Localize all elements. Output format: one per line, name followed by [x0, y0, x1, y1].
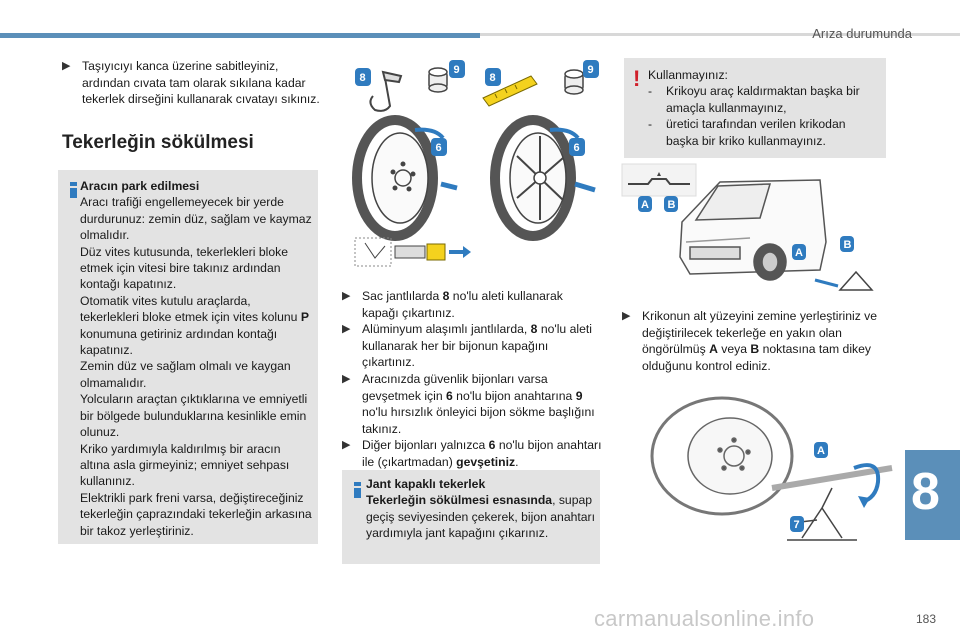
scissor-jack-icon [787, 488, 857, 540]
jack-point-illustration [620, 162, 890, 302]
jack-icon [815, 272, 872, 290]
text: Alüminyum alaşımlı jantlılarda, [362, 322, 531, 337]
badge-6-icon [431, 138, 447, 156]
badge-8-icon [485, 68, 501, 86]
intro-bullet [62, 58, 322, 108]
header-accent-bar [0, 33, 480, 38]
text: Aracınızda güvenlik bijonları varsa gevşetmek için [362, 371, 548, 403]
chapter-number: 8 [911, 463, 940, 521]
text: no'lu aleti kullanarak kapağı çıkartınız. [362, 289, 563, 320]
list-item [648, 116, 880, 149]
info-text: , supap geçiş seviyesinden çekerek, bijon anahtarı yardımıyla jant kapağını çıkarınız. [366, 493, 595, 541]
intro-bullet-text: Taşıyıcıyı kanca üzerine sabitleyiniz, ardından cıvata tam olarak sıkılana kadar tekerlek dirseğini kullanarak cıvatayı sıkınız. [82, 59, 320, 107]
text: no'lu bijon anahtarı ile (çıkartmadan) [362, 438, 602, 469]
list-item [648, 83, 880, 116]
text: no'lu aleti kullanarak her bir bijonun kapağını çıkartınız. [362, 322, 592, 370]
info-line: Zemin düz ve sağlam olmalı ve kaygan olmamalıdır. [80, 359, 291, 390]
bullet-icon: ▶︎ [622, 309, 631, 322]
info-title: Aracın park edilmesi [80, 179, 200, 193]
tool-ref: 8 [442, 289, 450, 303]
tool-ref: 8 [530, 322, 538, 337]
text: Diğer bijonları yalnızca [362, 438, 489, 453]
section-heading: Tekerleğin sökülmesi [62, 132, 254, 153]
section-title: Arıza durumunda [812, 26, 912, 41]
info-line: konumuna getiriniz ardından kontağı kapatınız. [80, 326, 278, 358]
tool-ref: 6 [488, 438, 496, 453]
badge-label: B [667, 199, 676, 211]
badge-a-icon [638, 196, 652, 212]
bullet-icon: ▶︎ [342, 322, 351, 336]
badge-label: A [641, 199, 649, 211]
info-p-gear: P [300, 310, 309, 325]
badge-9-icon [449, 60, 465, 78]
info-bold-lead: Tekerleğin sökülmesi esnasında [366, 493, 553, 508]
badge-label: 8 [359, 72, 366, 84]
warning-icon: ! [633, 66, 641, 91]
badge-label: 7 [793, 519, 800, 531]
badge-label: 9 [587, 64, 594, 76]
badge-label: 6 [573, 142, 580, 154]
list-item [342, 321, 602, 371]
badge-label: A [795, 247, 803, 259]
middle-bullets [342, 288, 602, 471]
text: noktasına tam dikey olduğunu kontrol ediniz. [642, 342, 872, 373]
info-icon [70, 182, 77, 198]
text: Krikoyu araç kaldırmaktan başka bir amaçla kullanmayınız, [666, 84, 860, 115]
point-ref: B [750, 342, 760, 357]
list-item [342, 371, 602, 437]
dash-icon: - [648, 117, 653, 132]
badge-a-icon [814, 442, 828, 458]
bullet-icon: ▶︎ [342, 289, 351, 302]
bullet-icon: ▶︎ [62, 59, 71, 72]
parking-info-box [58, 170, 318, 544]
antitheft-nut-icon [565, 70, 583, 94]
badge-b-icon [664, 196, 678, 212]
chapter-tab [905, 450, 960, 540]
watermark: carmanualsonline.info [594, 606, 815, 631]
point-ref: A [709, 342, 718, 357]
van-icon [680, 180, 826, 280]
tool-ref: 6 [446, 388, 453, 403]
bullet-icon: ▶︎ [342, 438, 351, 452]
wheel-closeup-icon [652, 398, 892, 514]
text: üretici tarafından verilen krikodan başka bir kriko kullanmayınız. [666, 117, 846, 148]
badge-label: 9 [453, 64, 460, 76]
text: . [515, 454, 519, 469]
info-line: Aracı trafiği engellemeyecek bir yerde durdurunuz: zemin düz, sağlam ve kaymaz olmalıdır. [80, 195, 312, 243]
hook-tool-icon [370, 72, 401, 111]
badge-label: 8 [489, 72, 496, 84]
emphasis: gevşetiniz [456, 454, 516, 469]
list-item [342, 288, 602, 321]
jack-bullet [622, 308, 884, 374]
badge-label: 6 [435, 142, 442, 154]
tools-illustration [345, 58, 605, 273]
bolt-extraction-icon [355, 238, 471, 266]
steel-wheel-icon [357, 120, 457, 236]
antitheft-nut-icon [429, 68, 447, 92]
text: no'lu bijon anahtarına [452, 388, 576, 403]
warning-box [624, 58, 886, 158]
page-number: 183 [915, 612, 936, 626]
tool-ref: 9 [575, 388, 583, 403]
info-line: Otomatik vites kutulu araçlarda, tekerlekleri bloke etmek için vites kolunu [80, 293, 298, 325]
jack-lift-illustration [622, 398, 892, 544]
text: Sac jantlılarda [362, 289, 443, 303]
badge-a-icon [792, 244, 806, 260]
badge-label: B [843, 239, 852, 251]
text: veya [717, 342, 751, 357]
info-line: Kriko yardımıyla kaldırılmış bir aracın altına asla girmeyiniz; emniyet sehpası kullanınız. [80, 441, 290, 489]
info-line: Yolcuların araçtan çıktıklarına ve emniyetli bir bölgede bulunduklarına kesinlikle emin olunuz. [80, 392, 308, 440]
alloy-wheel-icon [495, 120, 595, 236]
badge-b-icon [840, 236, 854, 252]
hubcap-info-box [342, 470, 600, 564]
badge-8-icon [355, 68, 371, 86]
jack-point-inset-icon [622, 164, 696, 196]
badge-7-icon [790, 516, 804, 532]
info-line: Düz vites kutusunda, tekerlekleri bloke etmek için vitesi bire takınız ardından kontağı kapatınız. [80, 244, 288, 292]
badge-label: A [817, 445, 825, 457]
dash-icon: - [648, 84, 653, 99]
info-icon [354, 482, 361, 498]
info-title: Jant kapaklı tekerlek [366, 477, 486, 491]
badge-6-icon [569, 138, 585, 156]
bullet-icon: ▶︎ [342, 371, 351, 385]
badge-9-icon [583, 60, 599, 78]
list-item [342, 437, 602, 470]
warning-title: Kullanmayınız: [648, 68, 728, 82]
info-line: Elektrikli park freni varsa, değiştireceğiniz tekerleğin çaprazındaki tekerleğin arkasına bir takoz yerleştiriniz. [80, 490, 312, 538]
text: no'lu hırsızlık önleyici bijon sökme başlığını takınız. [362, 405, 595, 436]
text: Krikonun alt yüzeyini zemine yerleştiriniz ve değiştirilecek tekerleğe en yakın olan öngörülmüş [642, 309, 878, 357]
